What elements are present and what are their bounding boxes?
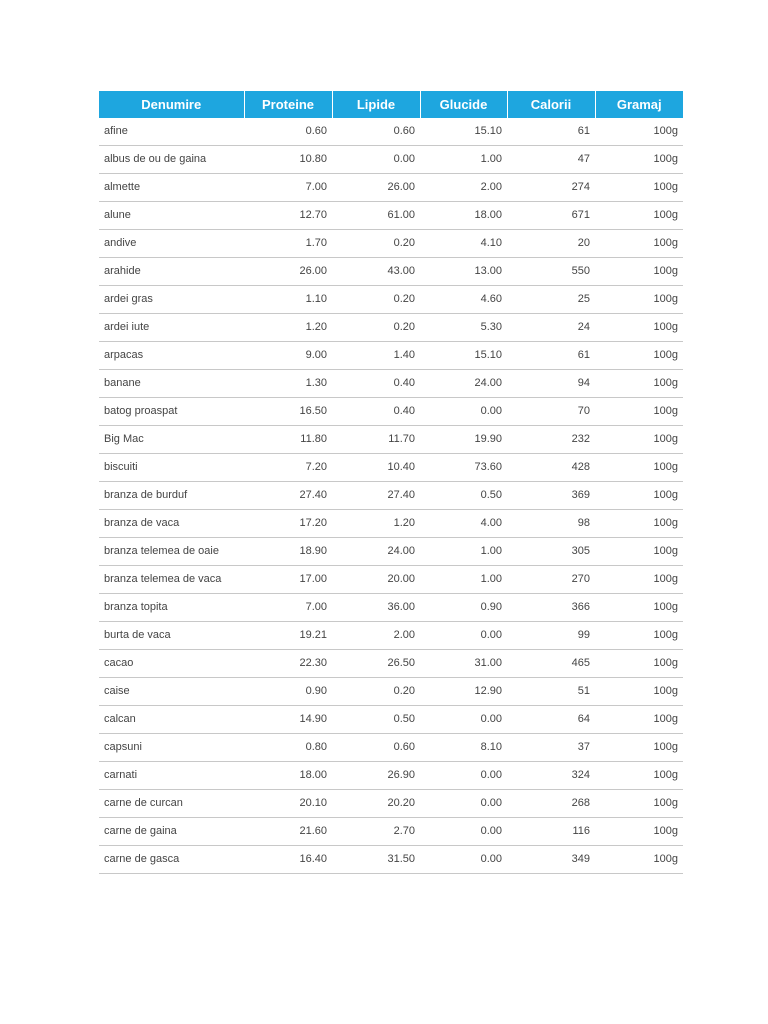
proteine-cell: 16.50 (244, 398, 332, 426)
column-header-lipide: Lipide (332, 91, 420, 118)
calorii-cell: 349 (507, 846, 595, 874)
gramaj-cell: 100g (595, 286, 683, 314)
glucide-cell: 18.00 (420, 202, 507, 230)
food-name-cell: branza de burduf (99, 482, 244, 510)
proteine-cell: 1.30 (244, 370, 332, 398)
proteine-cell: 9.00 (244, 342, 332, 370)
proteine-cell: 20.10 (244, 790, 332, 818)
calorii-cell: 61 (507, 342, 595, 370)
gramaj-cell: 100g (595, 790, 683, 818)
glucide-cell: 4.60 (420, 286, 507, 314)
lipide-cell: 0.60 (332, 118, 420, 146)
table-row (99, 846, 683, 874)
lipide-cell: 43.00 (332, 258, 420, 286)
gramaj-cell: 100g (595, 370, 683, 398)
lipide-cell: 20.00 (332, 566, 420, 594)
lipide-cell: 26.00 (332, 174, 420, 202)
calorii-cell: 24 (507, 314, 595, 342)
table-row (99, 314, 683, 342)
lipide-cell: 10.40 (332, 454, 420, 482)
table-body (99, 118, 683, 874)
food-name-cell: carnati (99, 762, 244, 790)
table-row (99, 622, 683, 650)
glucide-cell: 19.90 (420, 426, 507, 454)
calorii-cell: 268 (507, 790, 595, 818)
calorii-cell: 94 (507, 370, 595, 398)
lipide-cell: 0.20 (332, 230, 420, 258)
food-name-cell: albus de ou de gaina (99, 146, 244, 174)
lipide-cell: 0.40 (332, 398, 420, 426)
proteine-cell: 16.40 (244, 846, 332, 874)
gramaj-cell: 100g (595, 818, 683, 846)
glucide-cell: 13.00 (420, 258, 507, 286)
glucide-cell: 0.00 (420, 622, 507, 650)
lipide-cell: 11.70 (332, 426, 420, 454)
header-row (99, 91, 683, 118)
calorii-cell: 270 (507, 566, 595, 594)
column-header-calorii: Calorii (507, 91, 595, 118)
gramaj-cell: 100g (595, 846, 683, 874)
glucide-cell: 73.60 (420, 454, 507, 482)
table-row (99, 258, 683, 286)
gramaj-cell: 100g (595, 314, 683, 342)
lipide-cell: 0.40 (332, 370, 420, 398)
calorii-cell: 366 (507, 594, 595, 622)
table-row (99, 594, 683, 622)
table-row (99, 650, 683, 678)
proteine-cell: 0.60 (244, 118, 332, 146)
food-name-cell: calcan (99, 706, 244, 734)
glucide-cell: 0.00 (420, 398, 507, 426)
table-row (99, 230, 683, 258)
gramaj-cell: 100g (595, 762, 683, 790)
table-row (99, 370, 683, 398)
lipide-cell: 36.00 (332, 594, 420, 622)
glucide-cell: 0.00 (420, 706, 507, 734)
glucide-cell: 4.10 (420, 230, 507, 258)
food-name-cell: branza telemea de vaca (99, 566, 244, 594)
proteine-cell: 21.60 (244, 818, 332, 846)
food-name-cell: biscuiti (99, 454, 244, 482)
calorii-cell: 324 (507, 762, 595, 790)
glucide-cell: 15.10 (420, 342, 507, 370)
gramaj-cell: 100g (595, 538, 683, 566)
proteine-cell: 0.90 (244, 678, 332, 706)
table-row (99, 454, 683, 482)
proteine-cell: 0.80 (244, 734, 332, 762)
calorii-cell: 428 (507, 454, 595, 482)
proteine-cell: 7.00 (244, 174, 332, 202)
glucide-cell: 15.10 (420, 118, 507, 146)
lipide-cell: 0.20 (332, 314, 420, 342)
gramaj-cell: 100g (595, 230, 683, 258)
proteine-cell: 17.00 (244, 566, 332, 594)
gramaj-cell: 100g (595, 678, 683, 706)
lipide-cell: 0.20 (332, 286, 420, 314)
gramaj-cell: 100g (595, 342, 683, 370)
food-name-cell: cacao (99, 650, 244, 678)
glucide-cell: 0.90 (420, 594, 507, 622)
glucide-cell: 0.00 (420, 818, 507, 846)
lipide-cell: 0.60 (332, 734, 420, 762)
proteine-cell: 27.40 (244, 482, 332, 510)
glucide-cell: 24.00 (420, 370, 507, 398)
gramaj-cell: 100g (595, 510, 683, 538)
column-header-proteine: Proteine (244, 91, 332, 118)
food-name-cell: branza de vaca (99, 510, 244, 538)
calorii-cell: 70 (507, 398, 595, 426)
glucide-cell: 4.00 (420, 510, 507, 538)
food-name-cell: carne de gaina (99, 818, 244, 846)
gramaj-cell: 100g (595, 734, 683, 762)
food-name-cell: capsuni (99, 734, 244, 762)
food-name-cell: carne de curcan (99, 790, 244, 818)
calorii-cell: 25 (507, 286, 595, 314)
food-name-cell: carne de gasca (99, 846, 244, 874)
gramaj-cell: 100g (595, 118, 683, 146)
table-header (99, 91, 683, 118)
food-name-cell: arpacas (99, 342, 244, 370)
glucide-cell: 31.00 (420, 650, 507, 678)
proteine-cell: 18.00 (244, 762, 332, 790)
food-name-cell: almette (99, 174, 244, 202)
lipide-cell: 0.20 (332, 678, 420, 706)
food-name-cell: batog proaspat (99, 398, 244, 426)
nutrition-table (99, 91, 683, 874)
gramaj-cell: 100g (595, 426, 683, 454)
table-row (99, 174, 683, 202)
proteine-cell: 7.00 (244, 594, 332, 622)
glucide-cell: 8.10 (420, 734, 507, 762)
gramaj-cell: 100g (595, 482, 683, 510)
food-name-cell: arahide (99, 258, 244, 286)
table-row (99, 342, 683, 370)
food-name-cell: branza telemea de oaie (99, 538, 244, 566)
proteine-cell: 26.00 (244, 258, 332, 286)
proteine-cell: 12.70 (244, 202, 332, 230)
food-name-cell: Big Mac (99, 426, 244, 454)
food-name-cell: afine (99, 118, 244, 146)
lipide-cell: 1.40 (332, 342, 420, 370)
proteine-cell: 19.21 (244, 622, 332, 650)
proteine-cell: 1.20 (244, 314, 332, 342)
calorii-cell: 305 (507, 538, 595, 566)
food-name-cell: burta de vaca (99, 622, 244, 650)
table-row (99, 118, 683, 146)
gramaj-cell: 100g (595, 174, 683, 202)
table-row (99, 790, 683, 818)
proteine-cell: 1.70 (244, 230, 332, 258)
proteine-cell: 1.10 (244, 286, 332, 314)
calorii-cell: 64 (507, 706, 595, 734)
food-name-cell: ardei iute (99, 314, 244, 342)
gramaj-cell: 100g (595, 566, 683, 594)
gramaj-cell: 100g (595, 622, 683, 650)
table-row (99, 202, 683, 230)
lipide-cell: 61.00 (332, 202, 420, 230)
calorii-cell: 671 (507, 202, 595, 230)
table-row (99, 762, 683, 790)
gramaj-cell: 100g (595, 258, 683, 286)
glucide-cell: 1.00 (420, 566, 507, 594)
gramaj-cell: 100g (595, 454, 683, 482)
table-row (99, 398, 683, 426)
calorii-cell: 116 (507, 818, 595, 846)
food-name-cell: andive (99, 230, 244, 258)
glucide-cell: 1.00 (420, 538, 507, 566)
gramaj-cell: 100g (595, 146, 683, 174)
food-name-cell: caise (99, 678, 244, 706)
proteine-cell: 22.30 (244, 650, 332, 678)
glucide-cell: 0.00 (420, 762, 507, 790)
gramaj-cell: 100g (595, 202, 683, 230)
food-name-cell: banane (99, 370, 244, 398)
table-row (99, 706, 683, 734)
gramaj-cell: 100g (595, 398, 683, 426)
calorii-cell: 61 (507, 118, 595, 146)
lipide-cell: 31.50 (332, 846, 420, 874)
food-name-cell: ardei gras (99, 286, 244, 314)
glucide-cell: 5.30 (420, 314, 507, 342)
table-row (99, 538, 683, 566)
calorii-cell: 274 (507, 174, 595, 202)
proteine-cell: 17.20 (244, 510, 332, 538)
food-name-cell: alune (99, 202, 244, 230)
table-row (99, 482, 683, 510)
table-row (99, 146, 683, 174)
calorii-cell: 369 (507, 482, 595, 510)
food-name-cell: branza topita (99, 594, 244, 622)
glucide-cell: 12.90 (420, 678, 507, 706)
proteine-cell: 11.80 (244, 426, 332, 454)
lipide-cell: 24.00 (332, 538, 420, 566)
glucide-cell: 0.00 (420, 790, 507, 818)
glucide-cell: 1.00 (420, 146, 507, 174)
table-row (99, 566, 683, 594)
calorii-cell: 51 (507, 678, 595, 706)
column-header-glucide: Glucide (420, 91, 507, 118)
calorii-cell: 20 (507, 230, 595, 258)
gramaj-cell: 100g (595, 594, 683, 622)
calorii-cell: 550 (507, 258, 595, 286)
glucide-cell: 2.00 (420, 174, 507, 202)
lipide-cell: 20.20 (332, 790, 420, 818)
calorii-cell: 465 (507, 650, 595, 678)
table-row (99, 818, 683, 846)
calorii-cell: 47 (507, 146, 595, 174)
lipide-cell: 2.70 (332, 818, 420, 846)
column-header-gramaj: Gramaj (595, 91, 683, 118)
glucide-cell: 0.00 (420, 846, 507, 874)
calorii-cell: 232 (507, 426, 595, 454)
calorii-cell: 99 (507, 622, 595, 650)
lipide-cell: 1.20 (332, 510, 420, 538)
table-row (99, 678, 683, 706)
lipide-cell: 26.50 (332, 650, 420, 678)
gramaj-cell: 100g (595, 706, 683, 734)
proteine-cell: 7.20 (244, 454, 332, 482)
glucide-cell: 0.50 (420, 482, 507, 510)
lipide-cell: 26.90 (332, 762, 420, 790)
table-row (99, 510, 683, 538)
column-header-denumire: Denumire (99, 91, 244, 118)
calorii-cell: 98 (507, 510, 595, 538)
lipide-cell: 27.40 (332, 482, 420, 510)
lipide-cell: 2.00 (332, 622, 420, 650)
gramaj-cell: 100g (595, 650, 683, 678)
lipide-cell: 0.00 (332, 146, 420, 174)
lipide-cell: 0.50 (332, 706, 420, 734)
proteine-cell: 18.90 (244, 538, 332, 566)
table-row (99, 426, 683, 454)
proteine-cell: 10.80 (244, 146, 332, 174)
calorii-cell: 37 (507, 734, 595, 762)
table-row (99, 734, 683, 762)
proteine-cell: 14.90 (244, 706, 332, 734)
table-row (99, 286, 683, 314)
